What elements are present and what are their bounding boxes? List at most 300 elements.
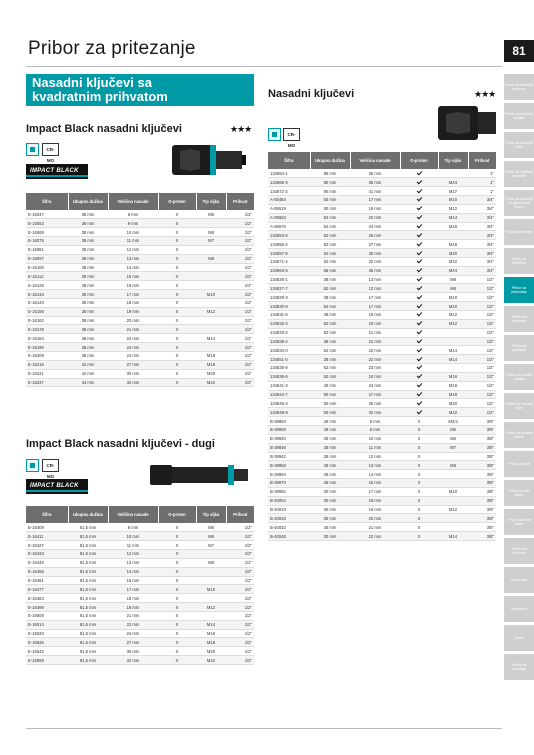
table-cell: 8 mm — [108, 523, 158, 532]
o-ring-check-icon — [400, 169, 438, 178]
o-ring-check-icon — [400, 302, 438, 311]
o-ring-check-icon — [400, 187, 438, 196]
table-cell: 14 mm — [108, 567, 158, 576]
table-row — [268, 257, 496, 266]
rating-stars: ★★★ — [474, 89, 496, 99]
table-cell: 30 mm — [108, 647, 158, 656]
table-cell — [196, 316, 226, 325]
table-cell: M12 — [196, 603, 226, 612]
table-cell: 38 mm — [68, 290, 108, 299]
table-cell: E-16162 — [26, 316, 68, 325]
sidebar-tab[interactable]: Radionica — [504, 596, 534, 622]
table-row — [268, 169, 496, 178]
table-cell: M7 — [196, 237, 226, 246]
sidebar-tab[interactable]: Pribor za rezanje drva — [504, 393, 534, 419]
table-cell — [196, 594, 226, 603]
table-cell: M14 — [196, 620, 226, 629]
o-ring-check-icon — [400, 390, 438, 399]
table-cell: 13 mm — [108, 558, 158, 567]
table-cell: X — [400, 523, 438, 532]
sidebar-tab[interactable]: Pribor za bušenje kamena — [504, 74, 534, 100]
table-cell: 44 mm — [68, 378, 108, 387]
table-cell: 1/2" — [226, 594, 254, 603]
table-cell: 3/4" — [468, 249, 496, 258]
table-cell: X — [158, 352, 196, 361]
table-cell: X — [158, 334, 196, 343]
check-icon — [416, 205, 422, 211]
table-cell: M16 — [438, 372, 468, 381]
check-icon — [416, 187, 422, 193]
table-cell: X — [158, 254, 196, 263]
table-cell: 81,5 mm — [68, 603, 108, 612]
socket-table — [268, 152, 496, 541]
table-cell: 134838-2 — [268, 337, 310, 346]
table-cell: 1/2" — [226, 254, 254, 263]
check-icon — [416, 178, 422, 184]
table-cell: M12 — [438, 311, 468, 320]
table-cell: 8 mm — [350, 425, 400, 434]
table-cell: 50 mm — [310, 408, 350, 417]
table-row — [26, 263, 254, 272]
table-cell: E-16143 — [26, 298, 68, 307]
table-cell: M8 — [196, 254, 226, 263]
table-row — [268, 204, 496, 213]
table-cell: 42 mm — [68, 369, 108, 378]
table-row — [268, 381, 496, 390]
table-cell: 1/2" — [226, 620, 254, 629]
cr-mo-icon: CR-MO — [42, 143, 59, 156]
table-cell: X — [158, 532, 196, 541]
table-cell: M20 — [438, 399, 468, 408]
table-cell: B-40026 — [268, 514, 310, 523]
table-cell: 52 mm — [310, 302, 350, 311]
o-ring-check-icon — [400, 355, 438, 364]
table-row — [26, 325, 254, 334]
table-cell: 28 mm — [310, 417, 350, 426]
table-cell: X — [158, 325, 196, 334]
table-cell: 19 mm — [350, 204, 400, 213]
table-row — [268, 319, 496, 328]
top-divider — [26, 66, 502, 67]
table-cell: M14 — [196, 334, 226, 343]
table-cell: 30 mm — [310, 505, 350, 514]
table-cell — [196, 281, 226, 290]
table-cell: 1/2" — [468, 275, 496, 284]
table-cell: 1/2" — [468, 355, 496, 364]
table-cell — [438, 514, 468, 523]
sidebar-tab[interactable]: Pribor za brušenje — [504, 248, 534, 274]
table-row — [268, 196, 496, 205]
table-row — [26, 620, 254, 629]
table-row — [268, 505, 496, 514]
sidebar-tab[interactable]: Pribor za rezanje ostalo — [504, 422, 534, 448]
table-cell: E-16081 — [26, 245, 68, 254]
sidebar-tab[interactable]: Pribor za bušenje za dijamantne krune — [504, 190, 534, 216]
table-row — [268, 408, 496, 417]
table-cell: 30 mm — [108, 369, 158, 378]
table-cell: X — [158, 576, 196, 585]
sidebar-tab[interactable]: Pribor za poliranje — [504, 335, 534, 361]
column-header: Veličina nasade — [350, 152, 400, 169]
table-cell: 3/8" — [468, 496, 496, 505]
table-row — [26, 585, 254, 594]
table-row — [26, 360, 254, 369]
table-cell: M6 — [196, 532, 226, 541]
sidebar-tab[interactable]: Pribor za vrtne alate — [504, 509, 534, 535]
table-cell: 52 mm — [310, 372, 350, 381]
table-cell: 1/2" — [226, 281, 254, 290]
sidebar-tab[interactable]: Pribor za aku alate — [504, 480, 534, 506]
table-cell: E-16134 — [26, 290, 68, 299]
table-cell — [196, 576, 226, 585]
table-row — [268, 479, 496, 488]
cr-mo-icon: CR-MO — [42, 459, 59, 472]
o-ring-check-icon — [400, 196, 438, 205]
table-cell: 3/8" — [468, 461, 496, 470]
table-cell: M18 — [196, 638, 226, 647]
table-cell: 52 mm — [310, 319, 350, 328]
table-cell: E-16128 — [26, 281, 68, 290]
table-cell: 17 mm — [350, 302, 400, 311]
table-cell: 18 mm — [108, 594, 158, 603]
table-cell: M22 — [196, 656, 226, 665]
sidebar-tab[interactable]: Pribor za bušenje drva — [504, 132, 534, 158]
table-cell: 1/2" — [226, 228, 254, 237]
table-cell: 38 mm — [68, 228, 108, 237]
table-cell: E-16215 — [26, 360, 68, 369]
table-cell: 38 mm — [68, 281, 108, 290]
table-row — [26, 281, 254, 290]
table-cell: 38 mm — [68, 334, 108, 343]
table-cell: X — [158, 360, 196, 369]
table-cell: 36 mm — [350, 266, 400, 275]
table-row — [26, 594, 254, 603]
table-cell: 17 mm — [350, 487, 400, 496]
table-cell: 1/2" — [226, 307, 254, 316]
table-cell: E-16477 — [26, 585, 68, 594]
table-cell: 3/8" — [468, 532, 496, 541]
table-cell: 134829-3 — [268, 293, 310, 302]
table-cell: X — [158, 228, 196, 237]
table-cell: E-16178 — [26, 325, 68, 334]
o-ring-check-icon — [400, 204, 438, 213]
table-cell: M8 — [438, 284, 468, 293]
table-row — [26, 334, 254, 343]
table-cell: 1/2" — [226, 532, 254, 541]
table-cell: 22 mm — [350, 532, 400, 541]
table-cell: 38 mm — [68, 254, 108, 263]
table-cell: 38 mm — [68, 298, 108, 307]
table-cell: 50 mm — [310, 399, 350, 408]
table-cell: 40 mm — [310, 381, 350, 390]
table-cell: 81,5 mm — [68, 629, 108, 638]
table-cell: 17 mm — [350, 196, 400, 205]
banner-line-1: Nasadni ključevi sa — [32, 75, 152, 90]
table-cell: M16 — [196, 629, 226, 638]
table-cell: M12 — [438, 505, 468, 514]
table-cell: X — [158, 219, 196, 228]
o-ring-check-icon — [400, 346, 438, 355]
table-row — [26, 298, 254, 307]
table-row — [268, 222, 496, 231]
check-icon — [416, 408, 422, 414]
table-cell: B-39992 — [268, 487, 310, 496]
table-cell: 1/2" — [226, 369, 254, 378]
table-row — [268, 434, 496, 443]
table-cell: 38 mm — [68, 316, 108, 325]
column-header: O-prsten — [400, 152, 438, 169]
table-cell: 10 mm — [108, 228, 158, 237]
long-impact-socket-image — [148, 460, 252, 490]
table-cell: B-39883 — [268, 417, 310, 426]
table-cell: 1/2" — [468, 381, 496, 390]
table-cell: M10 — [438, 293, 468, 302]
table-cell: 38 mm — [68, 245, 108, 254]
table-cell: E-16427 — [26, 541, 68, 550]
table-row — [268, 213, 496, 222]
table-cell: 16 mm — [108, 281, 158, 290]
table-cell: M22 — [438, 257, 468, 266]
table-cell: 1/2" — [468, 311, 496, 320]
table-cell: 12 mm — [108, 245, 158, 254]
check-icon — [416, 276, 422, 282]
table-cell: X — [158, 343, 196, 352]
table-cell: X — [158, 647, 196, 656]
table-cell: 1/2" — [226, 343, 254, 352]
table-cell: E-16097 — [26, 254, 68, 263]
table-cell: 1/2" — [226, 352, 254, 361]
table-row — [268, 311, 496, 320]
table-cell: 17 mm — [108, 290, 158, 299]
table-cell: 134833-2 — [268, 328, 310, 337]
table-cell: 52 mm — [310, 249, 350, 258]
column-header: Prihvat — [468, 152, 496, 169]
table-cell: B-40004 — [268, 496, 310, 505]
table-row — [26, 352, 254, 361]
table-cell: 36 mm — [350, 178, 400, 187]
table-cell: 3/8" — [468, 452, 496, 461]
section-title-impact-black-long: Impact Black nasadni ključevi - dugi — [26, 438, 215, 450]
sidebar-tab[interactable]: Ostalo — [504, 625, 534, 651]
table-cell: E-16069 — [26, 228, 68, 237]
table-cell: 1/2" — [468, 346, 496, 355]
page-number: 81 — [504, 40, 534, 62]
column-header: Ukupna dužina — [68, 506, 108, 523]
table-cell: 21 mm — [108, 325, 158, 334]
sidebar-tab[interactable]: Pribor za bušenje keramike — [504, 161, 534, 187]
table-cell: 3/4" — [468, 240, 496, 249]
table-cell — [196, 219, 226, 228]
column-header: Tip vijka — [438, 152, 468, 169]
table-cell: 1/2" — [226, 378, 254, 387]
table-cell: M3,5 — [438, 417, 468, 426]
table-cell: M12 — [438, 204, 468, 213]
table-cell: 3/8" — [468, 434, 496, 443]
table-cell: 52 mm — [310, 346, 350, 355]
table-cell: 1/2" — [226, 210, 254, 219]
table-cell: X — [158, 638, 196, 647]
sidebar-tab[interactable]: Pribor za bušenje metala — [504, 103, 534, 129]
table-cell: 27 mm — [108, 360, 158, 369]
sidebar-tab[interactable]: Pribor za rezanje — [504, 219, 534, 245]
table-cell: 1/2" — [468, 408, 496, 417]
column-header: Šifra — [268, 152, 310, 169]
table-row — [26, 647, 254, 656]
table-cell: 28 mm — [310, 425, 350, 434]
table-cell: X — [158, 611, 196, 620]
table-row — [268, 249, 496, 258]
column-header: Veličina nasade — [108, 193, 158, 210]
table-cell: 1/2" — [226, 290, 254, 299]
table-cell — [438, 337, 468, 346]
table-cell: M14 — [438, 355, 468, 364]
table-row — [268, 337, 496, 346]
table-cell: 52 mm — [310, 222, 350, 231]
table-cell: 28 mm — [310, 443, 350, 452]
sidebar-tab[interactable]: Ručni alati — [504, 567, 534, 593]
table-cell: X — [158, 263, 196, 272]
table-cell: X — [158, 541, 196, 550]
table-row — [268, 390, 496, 399]
table-cell: A-05553 — [268, 213, 310, 222]
sidebar-tab[interactable]: Pribor za glodanje — [504, 306, 534, 332]
table-row — [26, 576, 254, 585]
table-cell — [438, 231, 468, 240]
table-cell: M6 — [196, 228, 226, 237]
table-cell: 134836-6 — [268, 372, 310, 381]
table-cell: 26 mm — [350, 231, 400, 240]
table-cell: E-16112 — [26, 272, 68, 281]
table-cell: 28 mm — [310, 479, 350, 488]
table-cell: X — [158, 594, 196, 603]
sidebar-tab[interactable]: Pribor za mjerenje — [504, 654, 534, 680]
table-row — [26, 316, 254, 325]
table-row — [268, 355, 496, 364]
table-cell: M12 — [196, 307, 226, 316]
table-row — [26, 523, 254, 532]
table-cell: 21 mm — [350, 337, 400, 346]
table-row — [268, 275, 496, 284]
table-cell: B-39964 — [268, 470, 310, 479]
table-cell: X — [158, 307, 196, 316]
impact-black-logo: IMPACT BLACK — [26, 479, 88, 494]
table-cell — [196, 325, 226, 334]
table-cell — [438, 364, 468, 373]
table-row — [26, 656, 254, 665]
check-icon — [416, 285, 422, 291]
table-cell: 1/2" — [468, 293, 496, 302]
table-cell: 14 mm — [108, 263, 158, 272]
table-cell: 134865-9 — [268, 178, 310, 187]
o-ring-check-icon — [400, 381, 438, 390]
cr-mo-icon: CR-MO — [283, 128, 300, 141]
table-cell: 13 mm — [350, 275, 400, 284]
table-row — [26, 378, 254, 387]
table-cell: M5 — [438, 425, 468, 434]
check-icon — [416, 329, 422, 335]
table-cell: X — [158, 656, 196, 665]
table-cell: 52 mm — [310, 213, 350, 222]
table-cell: B-39958 — [268, 461, 310, 470]
table-cell: B-39920 — [268, 434, 310, 443]
table-cell: 32 mm — [108, 656, 158, 665]
table-cell: A-85575 — [268, 222, 310, 231]
table-cell: M20 — [196, 369, 226, 378]
sidebar-tab[interactable]: Pribor za čišćenje — [504, 538, 534, 564]
table-row — [268, 346, 496, 355]
table-cell: 81,5 mm — [68, 647, 108, 656]
check-icon — [416, 311, 422, 317]
table-cell: M24 — [438, 178, 468, 187]
table-cell: 80 mm — [310, 187, 350, 196]
table-cell: X — [158, 237, 196, 246]
sidebar-tab[interactable]: Pribor za pritezanje — [504, 277, 534, 303]
socket-image — [436, 100, 498, 146]
table-cell: 134857-8 — [268, 249, 310, 258]
o-ring-check-icon — [400, 408, 438, 417]
o-ring-check-icon — [400, 284, 438, 293]
table-cell: M10 — [196, 290, 226, 299]
table-cell: X — [158, 316, 196, 325]
table-cell: 52 mm — [310, 328, 350, 337]
impact-black-socket-table — [26, 193, 254, 387]
table-cell: 17 mm — [350, 293, 400, 302]
table-row — [26, 638, 254, 647]
table-cell: 24 mm — [350, 222, 400, 231]
table-row — [26, 558, 254, 567]
table-row — [268, 496, 496, 505]
table-cell: 19 mm — [350, 311, 400, 320]
table-cell: 1/2" — [468, 337, 496, 346]
sidebar-tab[interactable]: Pribor za pile — [504, 451, 534, 477]
bottom-divider — [26, 728, 502, 729]
table-cell: M7 — [438, 443, 468, 452]
table-cell: A-55484 — [268, 196, 310, 205]
table-cell: 1/2" — [226, 237, 254, 246]
sidebar-tab[interactable]: Pribor za rezanje metala — [504, 364, 534, 390]
table-cell: E-16411 — [26, 532, 68, 541]
table-cell: X — [400, 479, 438, 488]
table-cell: 23 mm — [350, 364, 400, 373]
table-cell: M5 — [196, 523, 226, 532]
table-cell: X — [400, 496, 438, 505]
table-row — [26, 210, 254, 219]
table-cell: 1/2" — [226, 576, 254, 585]
table-row — [268, 514, 496, 523]
table-cell: B-39970 — [268, 479, 310, 488]
table-cell: 22 mm — [108, 620, 158, 629]
table-row — [268, 487, 496, 496]
table-cell: E-16514 — [26, 620, 68, 629]
table-cell: 52 mm — [310, 364, 350, 373]
table-cell: 1/2" — [468, 364, 496, 373]
table-cell: 1/2" — [226, 647, 254, 656]
table-cell: 38 mm — [310, 293, 350, 302]
table-row — [268, 470, 496, 479]
table-row — [26, 228, 254, 237]
table-cell: 8 mm — [108, 210, 158, 219]
o-ring-check-icon — [400, 222, 438, 231]
table-cell: X — [158, 585, 196, 594]
table-cell: M5 — [196, 210, 226, 219]
column-header: Veličina nasade — [108, 506, 158, 523]
table-cell: 134872-2 — [268, 187, 310, 196]
table-cell: 1/2" — [468, 284, 496, 293]
table-cell: 56 mm — [310, 266, 350, 275]
square-drive-icon — [268, 128, 281, 141]
table-cell — [438, 479, 468, 488]
table-cell: 12 mm — [350, 452, 400, 461]
